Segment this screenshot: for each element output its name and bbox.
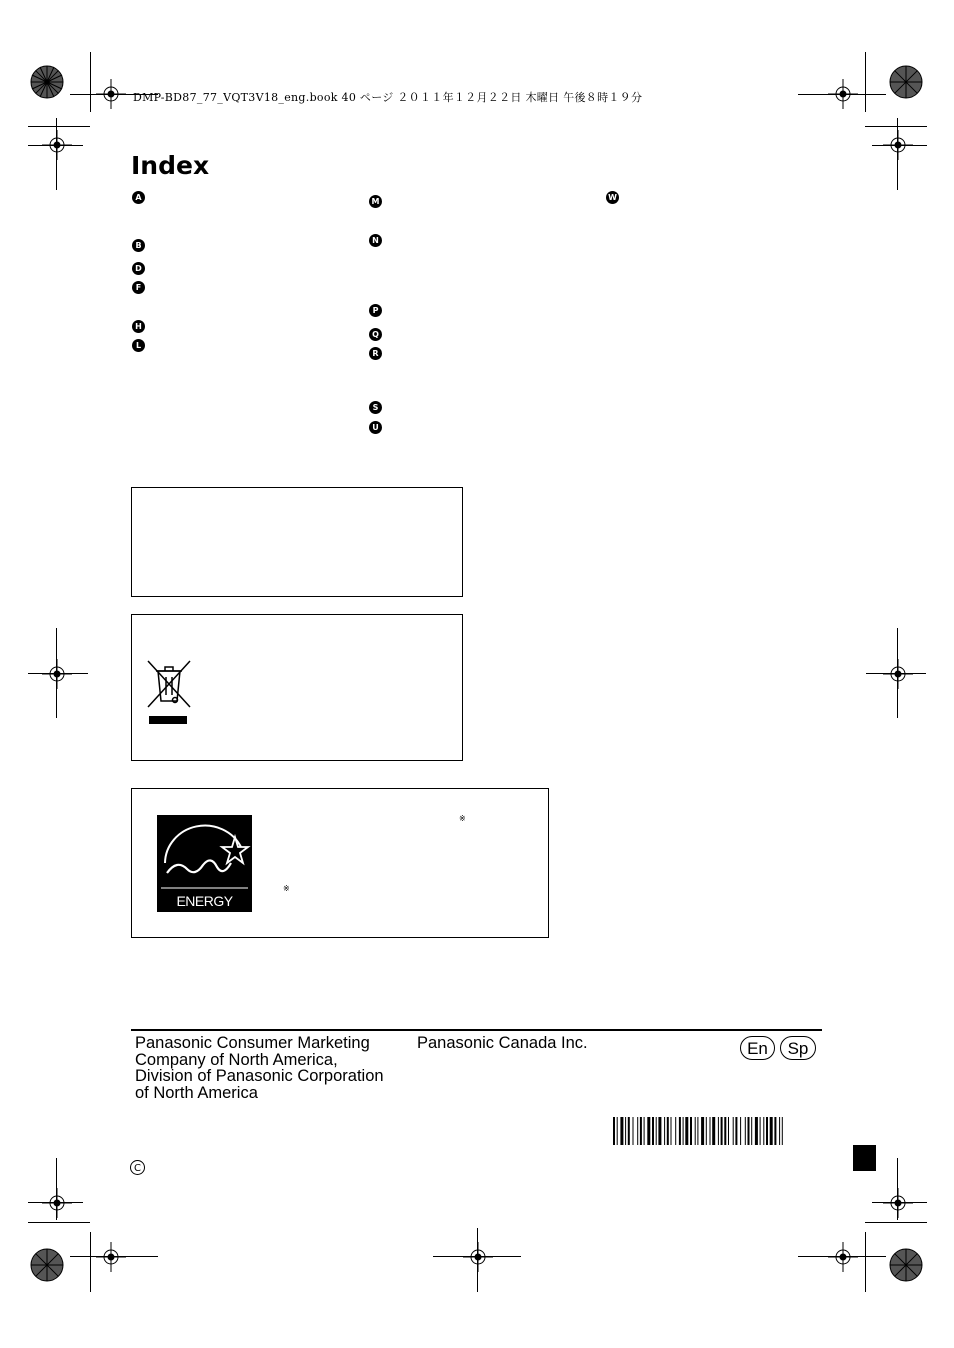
language-badge-en: En bbox=[740, 1036, 775, 1060]
index-letter-a: A bbox=[132, 191, 145, 204]
print-slug-header: DMP-BD87_77_VQT3V18_eng.book 40 ページ ２０１１年１２月２２日 木曜日 午後８時１９分 bbox=[133, 91, 643, 104]
crop-line bbox=[90, 1232, 91, 1292]
crop-line bbox=[798, 94, 886, 95]
index-letter-q: Q bbox=[369, 328, 382, 341]
registration-crosshair-mark bbox=[883, 1188, 913, 1218]
company-us-line: Panasonic Consumer Marketing bbox=[135, 1034, 370, 1052]
index-letter-h: H bbox=[132, 320, 145, 333]
crop-line bbox=[872, 145, 927, 146]
registration-crosshair-mark bbox=[463, 1242, 493, 1272]
registration-crosshair-mark bbox=[96, 1242, 126, 1272]
company-us bbox=[135, 1035, 384, 1101]
index-letter-s: S bbox=[369, 401, 382, 414]
crop-line bbox=[865, 1222, 927, 1223]
index-letter-b: B bbox=[132, 239, 145, 252]
index-letter-f: F bbox=[132, 281, 145, 294]
company-us-line: Company of North America, bbox=[135, 1050, 338, 1069]
crop-line bbox=[866, 673, 926, 674]
crop-line bbox=[56, 118, 57, 190]
registration-crosshair-mark bbox=[828, 1242, 858, 1272]
crop-line bbox=[70, 1256, 158, 1257]
company-us-line: of North America bbox=[135, 1083, 258, 1102]
crop-line bbox=[28, 1202, 83, 1203]
crop-line bbox=[477, 1228, 478, 1292]
index-letter-l: L bbox=[132, 339, 145, 352]
crop-line bbox=[872, 1202, 927, 1203]
index-letter-d: D bbox=[132, 262, 145, 275]
crop-line bbox=[56, 1158, 57, 1220]
registration-crosshair-mark bbox=[883, 659, 913, 689]
printer-rosette-mark bbox=[889, 1248, 923, 1282]
crop-line bbox=[865, 1232, 866, 1292]
notice-box bbox=[131, 487, 463, 597]
index-letter-r: R bbox=[369, 347, 382, 360]
company-canada: Panasonic Canada Inc. bbox=[417, 1034, 588, 1052]
index-letter-p: P bbox=[369, 304, 382, 317]
index-letter-w: W bbox=[606, 191, 619, 204]
footer-rule bbox=[131, 1029, 822, 1031]
printer-rosette-mark bbox=[889, 65, 923, 99]
company-us-line: Division of Panasonic Corporation bbox=[135, 1067, 384, 1085]
index-letter-m: M bbox=[369, 195, 382, 208]
index-letter-u: U bbox=[369, 421, 382, 434]
black-tab-marker bbox=[853, 1145, 876, 1171]
page-title: Index bbox=[131, 151, 210, 180]
printer-rosette-mark bbox=[30, 65, 64, 99]
language-badge-sp: Sp bbox=[780, 1036, 816, 1060]
copyright-symbol: C bbox=[130, 1160, 145, 1175]
index-letter-n: N bbox=[369, 234, 382, 247]
energy-star-label: ENERGY STAR bbox=[176, 893, 233, 928]
crop-line bbox=[798, 1256, 886, 1257]
crop-line bbox=[28, 145, 83, 146]
crop-line bbox=[865, 52, 866, 112]
footnote-mark: ※ bbox=[283, 884, 290, 893]
registration-crosshair-mark bbox=[42, 1188, 72, 1218]
printer-rosette-mark bbox=[30, 1248, 64, 1282]
crop-line bbox=[28, 126, 90, 127]
footnote-mark: ※ bbox=[459, 814, 466, 823]
crop-line bbox=[28, 1222, 90, 1223]
registration-crosshair-mark bbox=[42, 659, 72, 689]
barcode-image bbox=[613, 1117, 822, 1145]
crop-line bbox=[28, 673, 88, 674]
crop-line bbox=[897, 118, 898, 190]
crop-line bbox=[897, 1158, 898, 1220]
crossed-out-bin-icon bbox=[146, 657, 192, 727]
crop-line bbox=[90, 52, 91, 112]
crop-line bbox=[865, 126, 927, 127]
